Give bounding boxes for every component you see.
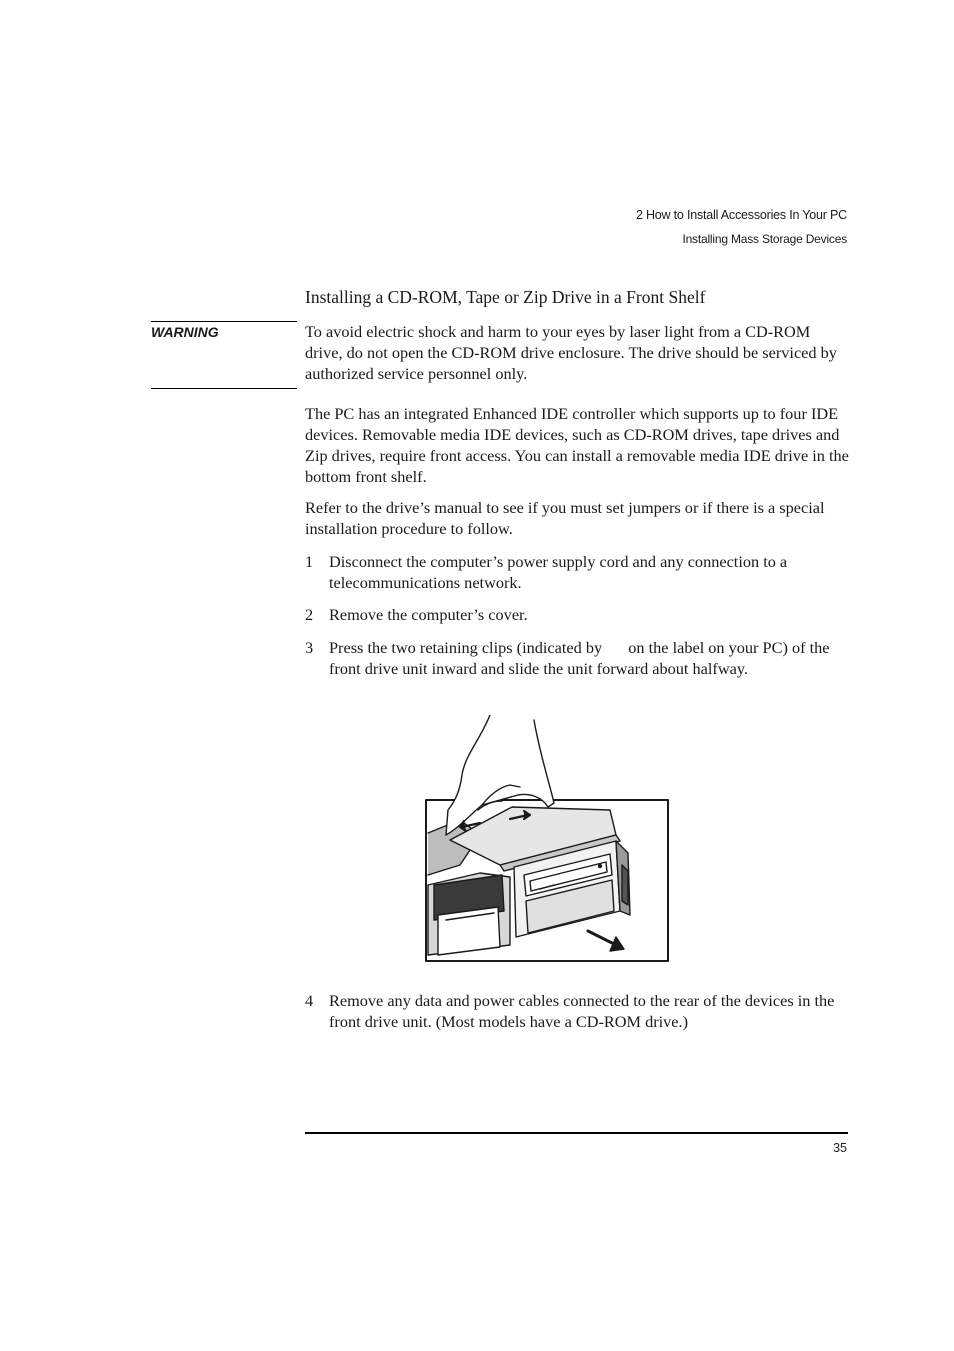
step-text: Disconnect the computer’s power supply cord and any connection to a telecommunications network. xyxy=(329,552,788,592)
step-number: 1 xyxy=(305,552,314,571)
step-text-after: on the label on your PC) of the front drive unit inward and slide the unit forward about halfway. xyxy=(329,638,830,678)
warning-text: To avoid electric shock and harm to your eyes by laser light from a CD-ROM drive, do not open the CD-ROM drive enclosure. The drive should be serviced by authorized service personnel only. xyxy=(305,322,837,383)
step-number: 4 xyxy=(305,991,314,1010)
step-text-before: Press the two retaining clips (indicated by xyxy=(329,638,603,657)
step-number: 3 xyxy=(305,638,314,657)
running-header-section: Installing Mass Storage Devices xyxy=(682,232,847,246)
section-title: Installing a CD-ROM, Tape or Zip Drive in a Front Shelf xyxy=(305,287,706,307)
step-number: 2 xyxy=(305,605,314,624)
clip-indicator-icon xyxy=(606,643,624,655)
warning-label: WARNING xyxy=(151,321,297,340)
warning-divider xyxy=(151,388,297,389)
step-text: Remove the computer’s cover. xyxy=(329,605,528,624)
footer-divider xyxy=(305,1132,848,1134)
body-paragraph-ide: The PC has an integrated Enhanced IDE controller which supports up to four IDE devices. Removable media IDE devices, such as CD-ROM drives, tape drives and Zip drives, require front access. You can install a removable media IDE drive in the bottom front shelf. xyxy=(305,404,849,486)
drive-unit-illustration xyxy=(420,715,672,967)
page-number: 35 xyxy=(833,1141,847,1155)
body-paragraph-manual: Refer to the drive’s manual to see if you must set jumpers or if there is a special installation procedure to follow. xyxy=(305,498,825,538)
running-header-chapter: 2 How to Install Accessories In Your PC xyxy=(635,208,847,222)
step-text: Remove any data and power cables connected to the rear of the devices in the front drive unit. (Most models have a CD-ROM drive.) xyxy=(329,991,835,1031)
step-text xyxy=(329,637,850,679)
